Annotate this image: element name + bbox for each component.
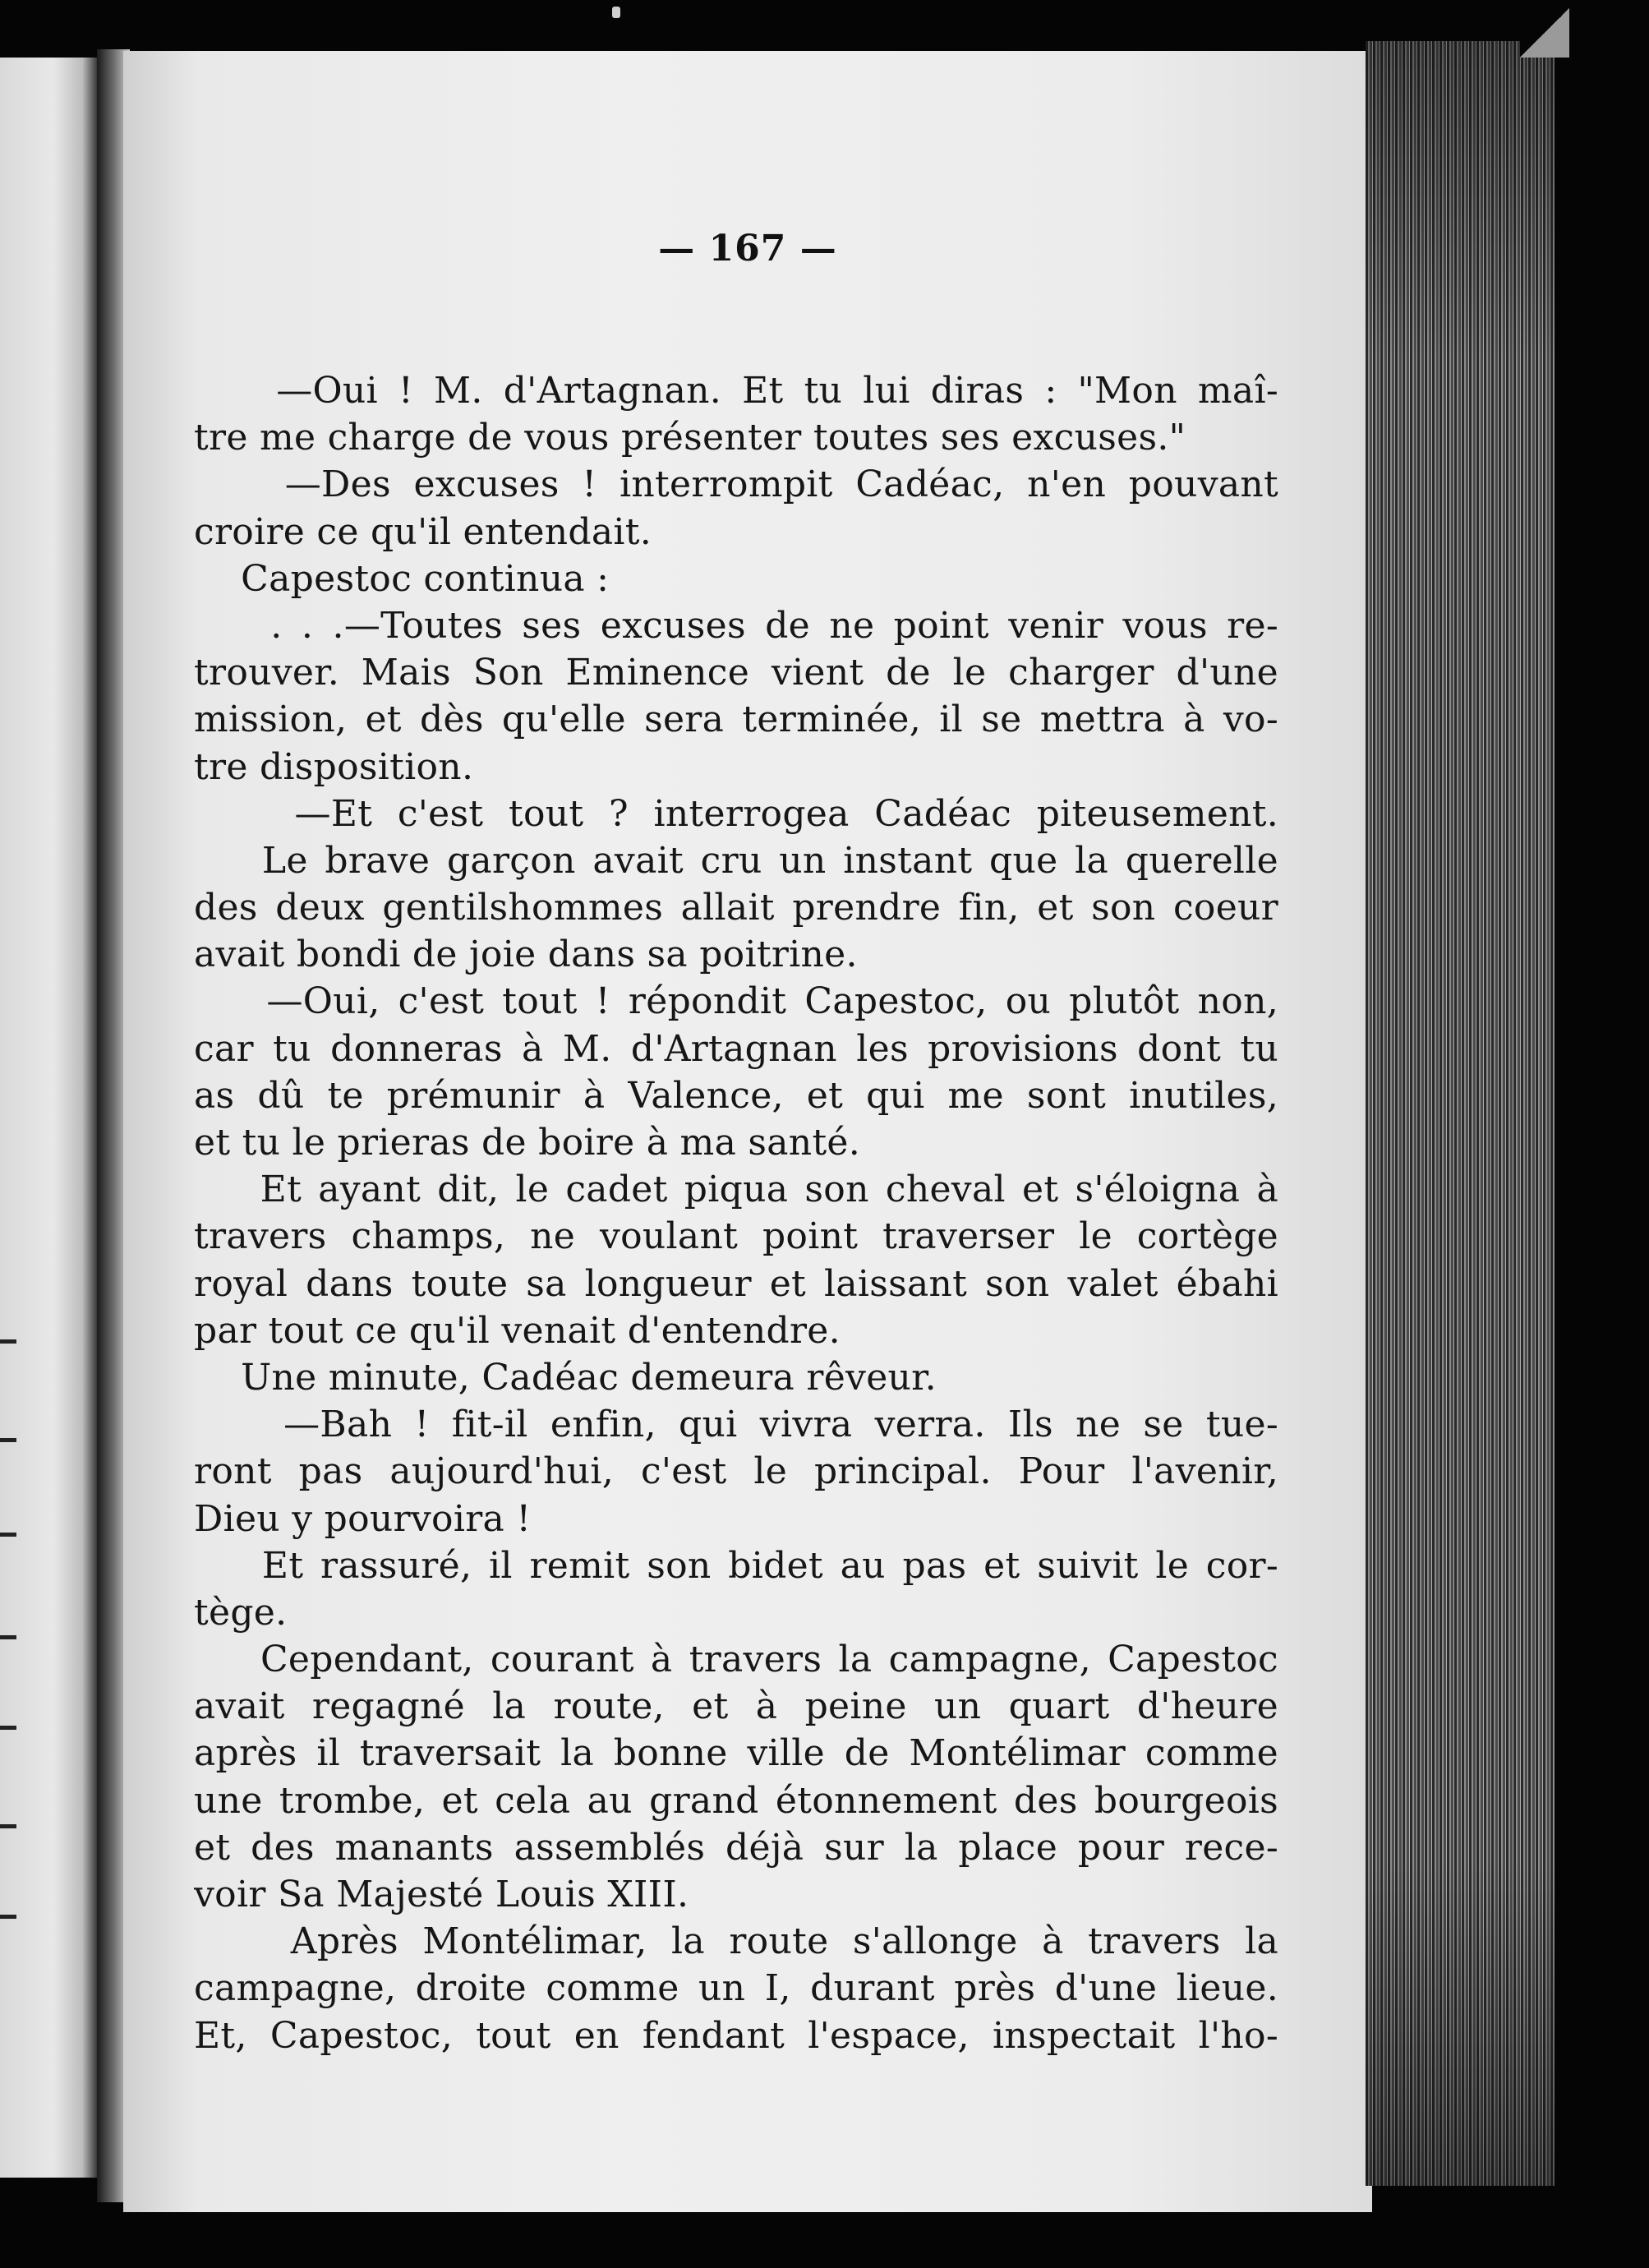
text-line: Dieu y pourvoira ! bbox=[194, 1497, 532, 1540]
text-line: une trombe, et cela au grand étonnement des bourgeois bbox=[194, 1779, 1278, 1822]
text-line: Le brave garçon avait cru un instant que la querelle bbox=[194, 839, 1278, 882]
text-line: et tu le prieras de boire à ma santé. bbox=[194, 1122, 861, 1164]
text-line: royal dans toute sa longueur et laissant son valet ébahi bbox=[194, 1262, 1278, 1305]
body-text bbox=[194, 367, 1278, 2059]
text-line: des deux gentilshommes allait prendre fin, et son coeur bbox=[194, 887, 1278, 929]
text-line: —Oui ! M. d'Artagnan. Et tu lui diras : "Mon maî- bbox=[194, 370, 1278, 412]
text-line: par tout ce qu'il venait d'entendre. bbox=[194, 1309, 841, 1352]
text-line: Et rassuré, il remit son bidet au pas et suivit le cor- bbox=[194, 1544, 1278, 1587]
page-number: — 167 — bbox=[658, 228, 837, 270]
text-line: trouver. Mais Son Eminence vient de le charger d'une bbox=[194, 652, 1278, 694]
text-line: croire ce qu'il entendait. bbox=[194, 510, 652, 553]
text-line: avait regagné la route, et à peine un quart d'heure bbox=[194, 1685, 1278, 1728]
book-page bbox=[123, 51, 1372, 2212]
text-line: Et ayant dit, le cadet piqua son cheval et s'éloigna à bbox=[194, 1169, 1278, 1211]
text-line: Cependant, courant à travers la campagne, Capestoc bbox=[194, 1639, 1278, 1681]
page-stack-edges bbox=[1366, 41, 1555, 2186]
text-line: car tu donneras à M. d'Artagnan les provisions dont tu bbox=[194, 1027, 1278, 1070]
text-line: ront pas aujourd'hui, c'est le principal. Pour l'avenir, bbox=[194, 1450, 1278, 1493]
text-line: —Oui, c'est tout ! répondit Capestoc, ou plutôt non, bbox=[194, 980, 1278, 1023]
text-line: Capestoc continua : bbox=[194, 557, 610, 600]
text-line: tre disposition. bbox=[194, 745, 474, 788]
text-line: Après Montélimar, la route s'allonge à travers la bbox=[194, 1920, 1278, 1963]
scan-mark bbox=[612, 7, 620, 18]
text-line: —Bah ! fit-il enfin, qui vivra verra. Ils ne se tue- bbox=[194, 1404, 1278, 1446]
text-line: voir Sa Majesté Louis XIII. bbox=[194, 1874, 689, 1915]
text-line: mission, et dès qu'elle sera terminée, il se mettra à vo- bbox=[194, 698, 1278, 741]
text-line: . . .—Toutes ses excuses de ne point venir vous re- bbox=[194, 604, 1278, 647]
text-line: —Des excuses ! interrompit Cadéac, n'en pouvant bbox=[194, 463, 1278, 506]
text-line: campagne, droite comme un I, durant près d'une lieue. bbox=[194, 1967, 1278, 2010]
text-line: —Et c'est tout ? interrogea Cadéac piteusement. bbox=[194, 792, 1278, 835]
text-line: tre me charge de vous présenter toutes ses excuses." bbox=[194, 417, 1186, 459]
book-corner bbox=[1520, 8, 1569, 58]
text-line: avait bondi de joie dans sa poitrine. bbox=[194, 933, 858, 976]
text-line: Et, Capestoc, tout en fendant l'espace, inspectait l'ho- bbox=[194, 2014, 1278, 2057]
facing-page-edge bbox=[0, 58, 97, 2178]
text-line: as dû te prémunir à Valence, et qui me sont inutiles, bbox=[194, 1074, 1278, 1117]
text-line: et des manants assemblés déjà sur la place pour rece- bbox=[194, 1826, 1278, 1869]
text-line: après il traversait la bonne ville de Montélimar comme bbox=[194, 1732, 1278, 1775]
text-line: Une minute, Cadéac demeura rêveur. bbox=[194, 1356, 937, 1399]
text-line: travers champs, ne voulant point traverser le cortège bbox=[194, 1215, 1278, 1258]
text-line: tège. bbox=[194, 1591, 288, 1634]
